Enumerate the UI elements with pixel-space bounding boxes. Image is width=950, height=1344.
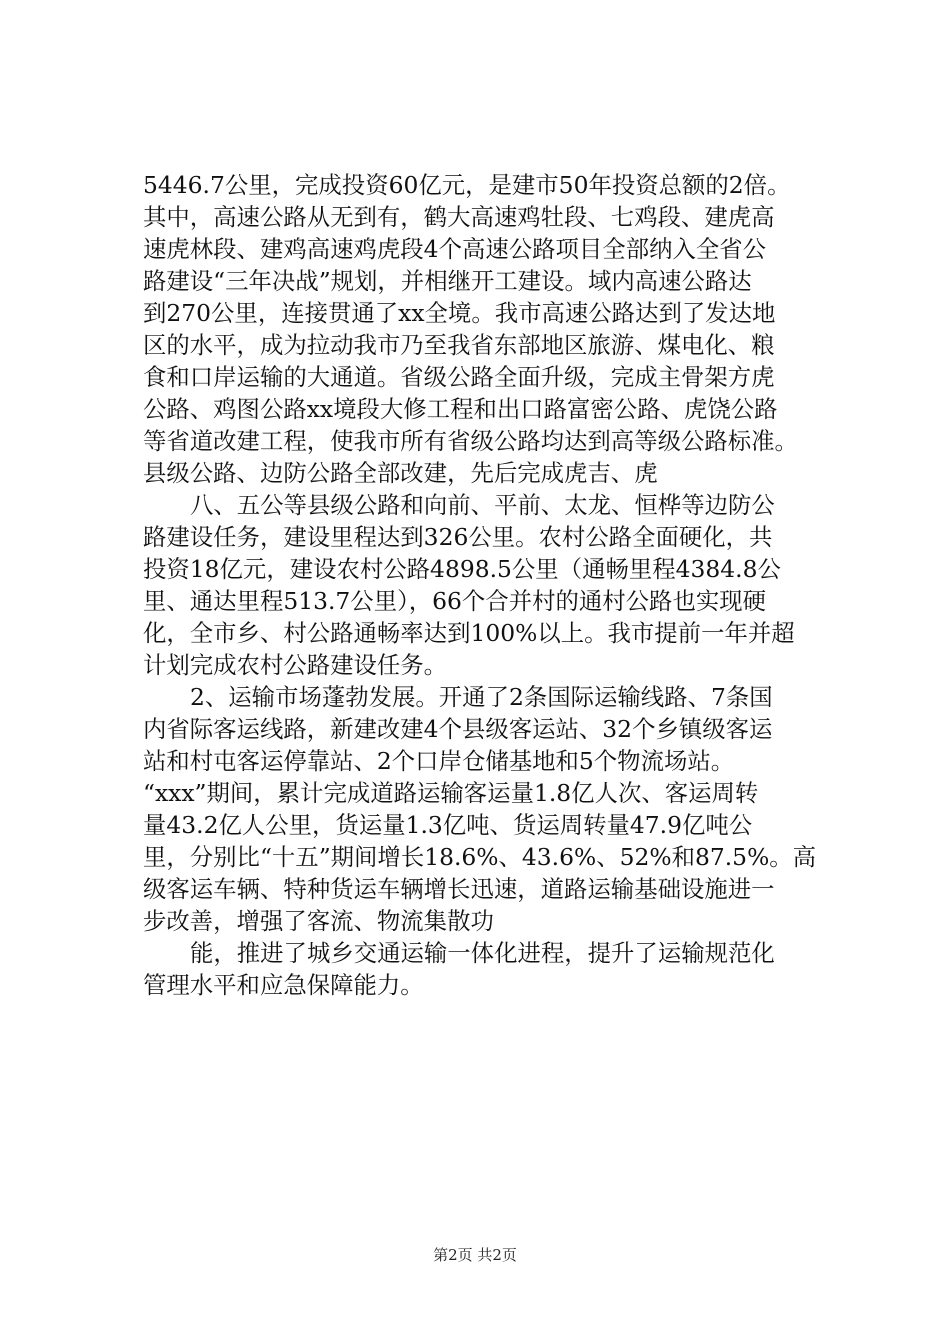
text-line: 区的水平，成为拉动我市乃至我省东部地区旅游、煤电化、粮 (143, 331, 775, 359)
text-line: 速虎林段、建鸡高速鸡虎段4个高速公路项目全部纳入全省公 (143, 235, 767, 263)
paragraph-start-line: 2、运输市场蓬勃发展。开通了2条国际运输线路、7条国 (190, 683, 773, 711)
text-line: 量43.2亿人公里，货运量1.3亿吨、货运周转量47.9亿吨公 (143, 811, 753, 839)
text-line: 县级公路、边防公路全部改建，先后完成虎吉、虎 (143, 459, 658, 487)
body-text (143, 169, 843, 1001)
text-line: 到270公里，连接贯通了xx全境。我市高速公路达到了发达地 (143, 299, 776, 327)
text-line: 公路、鸡图公路xx境段大修工程和出口路富密公路、虎饶公路 (143, 395, 778, 423)
text-line: 里、通达里程513.7公里），66个合并村的通村公路也实现硬 (143, 587, 767, 615)
text-line: 计划完成农村公路建设任务。 (143, 651, 448, 679)
text-line: 食和口岸运输的大通道。省级公路全面升级，完成主骨架方虎 (143, 363, 775, 391)
text-line: 内省际客运线路，新建改建4个县级客运站、32个乡镇级客运 (143, 715, 773, 743)
text-line: 5446.7公里，完成投资60亿元，是建市50年投资总额的2倍。 (143, 171, 791, 199)
text-line: 化，全市乡、村公路通畅率达到100%以上。我市提前一年并超 (143, 619, 795, 647)
text-line: 投资18亿元，建设农村公路4898.5公里（通畅里程4384.8公 (143, 555, 781, 583)
paragraph-start-line: 八、五公等县级公路和向前、平前、太龙、恒桦等边防公 (190, 491, 775, 519)
text-line: 步改善，增强了客流、物流集散功 (143, 907, 494, 935)
text-line: 等省道改建工程，使我市所有省级公路均达到高等级公路标准。 (143, 427, 798, 455)
paragraph-start-line: 能，推进了城乡交通运输一体化进程，提升了运输规范化 (190, 939, 775, 967)
text-line: 站和村屯客运停靠站、2个口岸仓储基地和5个物流场站。 (143, 747, 735, 775)
text-line: “xxx”期间，累计完成道路运输客运量1.8亿人次、客运周转 (143, 779, 759, 807)
text-line: 里，分别比“十五”期间增长18.6%、43.6%、52%和87.5%。高 (143, 843, 817, 871)
text-line: 其中，高速公路从无到有，鹤大高速鸡牡段、七鸡段、建虎高 (143, 203, 775, 231)
page-number-footer: 第2页 共2页 (433, 1246, 517, 1264)
text-line: 路建设任务，建设里程达到326公里。农村公路全面硬化，共 (143, 523, 773, 551)
text-line: 管理水平和应急保障能力。 (143, 971, 424, 999)
text-line: 路建设“三年决战”规划，并相继开工建设。域内高速公路达 (143, 267, 752, 295)
text-line: 级客运车辆、特种货运车辆增长迅速，道路运输基础设施进一 (143, 875, 775, 903)
